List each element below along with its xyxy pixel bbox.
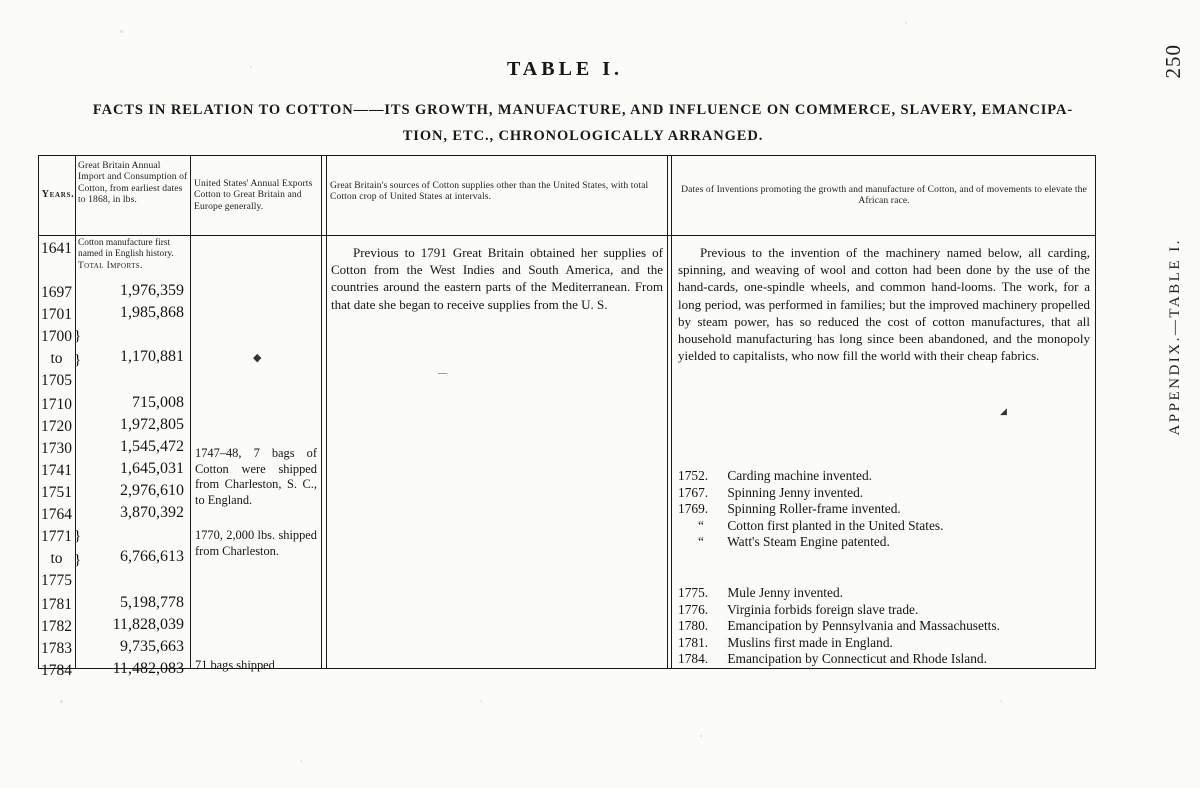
page-subtitle-line1: FACTS IN RELATION TO COTTON——ITS GROWTH, MANUFACTURE, AND INFLUENCE ON COMMERCE, SLAVERY, EMANCIPA-	[92, 102, 1074, 118]
table-row-amount: 1,170,881	[120, 348, 184, 365]
table-row-year: 1705	[41, 372, 72, 389]
list-item-year: 1780.	[678, 618, 709, 634]
page-subtitle-line2: TION, ETC., CHRONOLOGICALLY ARRANGED.	[402, 128, 764, 144]
page-title: TABLE I.	[506, 58, 624, 80]
table-row-year: 1701	[41, 306, 72, 323]
ink-mark: ◢	[1000, 406, 1007, 416]
ink-mark: ◆	[253, 352, 262, 364]
table-row-year: 1641	[41, 240, 72, 257]
list-item	[678, 468, 1090, 485]
ink-mark: —	[438, 368, 447, 378]
table-row-year: 1697	[41, 284, 72, 301]
list-item-year: 1776.	[678, 601, 709, 617]
table-rule-us-a	[321, 156, 322, 668]
table-row-amount: 1,645,031	[120, 460, 184, 477]
inventions-paragraph: Previous to the invention of the machinery named below, all carding, spinning, and weaving of wool and cotton had been done by the use of the hand-cards, one-spindle wheels, and common hand-looms. The work, for a long period, was performed in families; but the improved machinery propelled by steam power, has so reduced the cost of cotton manufactures, that all household manufacturing has long since been abandoned, and the monopoly yielded to capitalists, who now fill the world with their cheap fabrics.	[678, 245, 1090, 364]
table-row-amount: 11,482,083	[112, 660, 184, 677]
list-item-text: Virginia forbids foreign slave trade.	[727, 601, 919, 617]
list-item	[678, 518, 1090, 535]
table-row-amount: 715,008	[132, 394, 184, 411]
table-row-amount: 2,976,610	[120, 482, 184, 499]
table-row-amount: 5,198,778	[120, 594, 184, 611]
inventions-list-later	[678, 585, 1090, 668]
table-row-amount: 6,766,613	[120, 548, 184, 565]
table-row-amount: 9,735,663	[120, 638, 184, 655]
table-row-amount: 1,985,868	[120, 304, 184, 321]
us-export-note: 1747–48, 7 bags of Cotton were shipped from Charleston, S. C., to England.	[195, 446, 317, 507]
list-item-text: Spinning Roller-frame invented.	[727, 501, 901, 517]
list-item-year: 1752.	[678, 468, 709, 483]
paper-speck	[120, 30, 123, 33]
table-row-year: 1741	[41, 462, 72, 479]
list-item-year: “	[698, 517, 704, 533]
import-note	[78, 238, 188, 271]
list-item-year: 1769.	[678, 501, 709, 517]
column-header-inventions: Dates of Inventions promoting the growth and manufacture of Cotton, and of movements to elevate the African race.	[681, 184, 1087, 207]
table-row-year: 1782	[41, 618, 72, 635]
list-item-year: 1775.	[678, 585, 709, 600]
table-row-year: 1710	[41, 396, 72, 413]
table-row-year: 1783	[41, 640, 72, 657]
list-item-text: Emancipation by Connecticut and Rhode Island.	[727, 651, 987, 667]
list-item-year: 1781.	[678, 634, 709, 650]
inventions-list-early	[678, 468, 1090, 551]
list-item-text: Spinning Jenny invented.	[727, 484, 864, 500]
table-row-year: 1784	[41, 662, 72, 679]
table-row-year: to	[50, 550, 63, 567]
list-item-text: Carding machine invented.	[727, 468, 873, 483]
table-row-year: 1781	[41, 596, 72, 613]
list-item	[678, 651, 1090, 668]
list-item-year: 1767.	[678, 484, 709, 500]
table-row-year: 1775	[41, 572, 72, 589]
page-subtitle	[38, 97, 1128, 149]
running-head: APPENDIX.—TABLE I.	[1167, 238, 1183, 436]
column-header-sources: Great Britain's sources of Cotton supplies other than the United States, with total Cotton crop of United States at intervals.	[330, 180, 649, 203]
list-item	[678, 501, 1090, 518]
column-header-great-britain: Great Britain Annual Import and Consumption of Cotton, from earliest dates to 1868, in lbs.	[78, 160, 188, 206]
list-item-text: Watt's Steam Engine patented.	[727, 534, 890, 550]
us-export-note: 71 bags shipped	[195, 658, 275, 672]
table-row-year: 1764	[41, 506, 72, 523]
sources-paragraph: Previous to 1791 Great Britain obtained her supplies of Cotton from the West Indies and South America, and the countries around the eastern parts of the Mediterranean. From that date she began to receive supplies from the U. S.	[331, 245, 663, 312]
paper-speck	[300, 760, 302, 762]
table-row-year: to	[50, 350, 63, 367]
table-row-amount: 1,972,805	[120, 416, 184, 433]
column-header-united-states: United States' Annual Exports Cotton to Great Britain and Europe generally.	[194, 178, 313, 212]
brace-mark: }	[74, 352, 82, 368]
paper-speck	[1000, 700, 1002, 702]
table-rule-sources-b	[671, 156, 672, 668]
data-table	[38, 155, 1096, 679]
list-item-text: Muslins first made in England.	[727, 634, 893, 650]
list-item	[678, 602, 1090, 619]
table-row-amount: 1,976,359	[120, 282, 184, 299]
table-header-rule	[38, 235, 1096, 236]
table-rule-right	[1095, 156, 1096, 668]
table-rule-imports	[190, 156, 191, 668]
paper-speck	[480, 700, 482, 702]
list-item	[678, 618, 1090, 635]
table-row-amount: 3,870,392	[120, 504, 184, 521]
list-item-text: Mule Jenny invented.	[727, 585, 844, 600]
table-row-year: 1771	[41, 528, 72, 545]
list-item-text: Cotton first planted in the United States.	[727, 517, 944, 533]
table-rule-sources-a	[667, 156, 668, 668]
table-row-year: 1751	[41, 484, 72, 501]
page-number: 250	[1161, 44, 1185, 79]
paper-speck	[700, 735, 702, 737]
import-note-text: Cotton manufacture first named in English history.	[78, 238, 174, 259]
paper-speck	[60, 700, 63, 703]
brace-mark: }	[74, 328, 82, 344]
paper-speck	[905, 22, 907, 24]
table-row-amount: 11,828,039	[112, 616, 184, 633]
column-header-years: Years.	[41, 189, 75, 200]
list-item	[678, 635, 1090, 652]
table-row-year: 1730	[41, 440, 72, 457]
list-item	[678, 485, 1090, 502]
brace-mark: }	[74, 552, 82, 568]
list-item	[678, 585, 1090, 602]
list-item-year: “	[698, 534, 704, 550]
table-rule-us-b	[326, 156, 327, 668]
list-item-text: Emancipation by Pennsylvania and Massachusetts.	[727, 618, 1000, 634]
table-row-year: 1720	[41, 418, 72, 435]
brace-mark: }	[74, 528, 82, 544]
import-note-total: Total Imports.	[78, 260, 143, 271]
table-row-year: 1700	[41, 328, 72, 345]
list-item-year: 1784.	[678, 651, 709, 667]
us-export-note: 1770, 2,000 lbs. shipped from Charleston.	[195, 528, 317, 558]
table-rule-years	[75, 156, 76, 668]
list-item	[678, 534, 1090, 551]
table-row-amount: 1,545,472	[120, 438, 184, 455]
